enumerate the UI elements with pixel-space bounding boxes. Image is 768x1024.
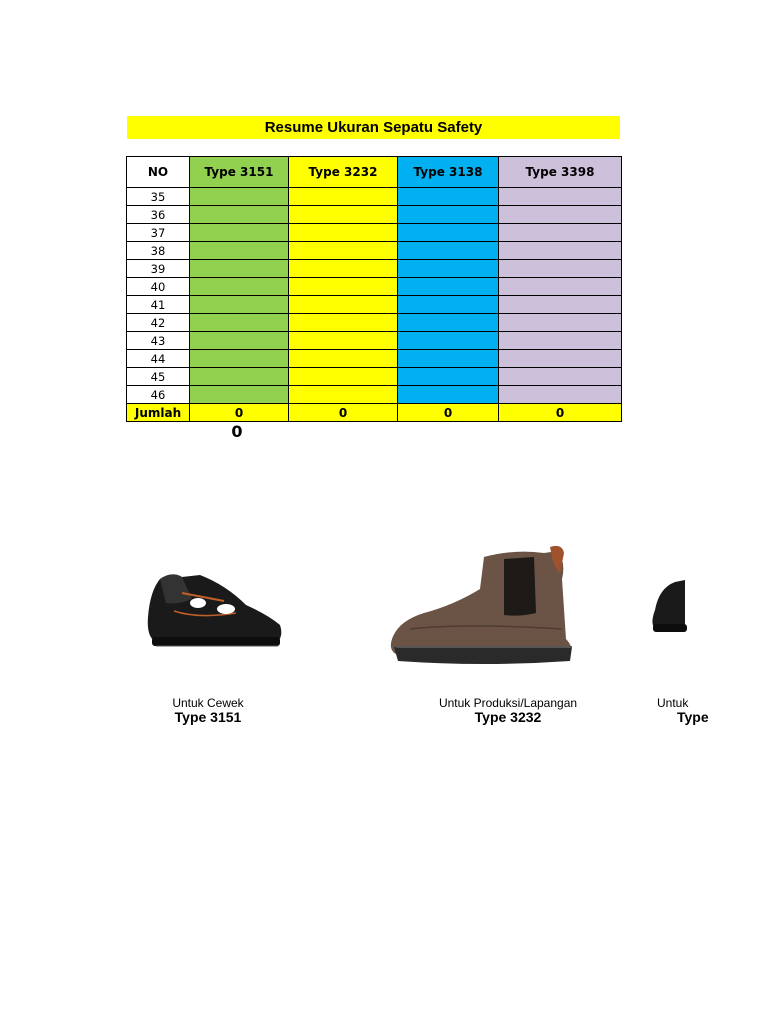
sheet-title: Resume Ukuran Sepatu Safety <box>127 116 620 139</box>
total-type-3398[interactable]: 0 <box>499 404 622 422</box>
size-cell[interactable]: 38 <box>127 242 190 260</box>
total-type-3138[interactable]: 0 <box>398 404 499 422</box>
shoe-3151-image <box>138 545 284 670</box>
size-cell[interactable]: 36 <box>127 206 190 224</box>
size-cell[interactable]: 42 <box>127 314 190 332</box>
header-type-3232: Type 3232 <box>289 157 398 188</box>
product-caption-3151: Untuk Cewek <box>172 696 244 710</box>
shoe-3232-image <box>384 543 582 670</box>
product-caption-3138: Untuk <box>657 696 689 710</box>
size-cell[interactable]: 46 <box>127 386 190 404</box>
size-cell[interactable]: 37 <box>127 224 190 242</box>
size-cell[interactable]: 40 <box>127 278 190 296</box>
total-type-3151[interactable]: 0 <box>190 404 289 422</box>
product-type-3232: Type 3232 <box>474 709 542 725</box>
shoe-3138-image <box>645 560 685 640</box>
size-cell[interactable]: 39 <box>127 260 190 278</box>
total-label[interactable]: Jumlah <box>127 404 190 422</box>
product-type-3138: Type <box>677 709 709 725</box>
grand-total[interactable]: 0 <box>231 422 243 441</box>
size-cell[interactable]: 35 <box>127 188 190 206</box>
size-cell[interactable]: 44 <box>127 350 190 368</box>
header-no: NO <box>127 157 190 188</box>
product-caption-3232: Untuk Produksi/Lapangan <box>438 696 578 710</box>
product-type-3151: Type 3151 <box>174 709 242 725</box>
header-type-3138: Type 3138 <box>398 157 499 188</box>
size-cell[interactable]: 45 <box>127 368 190 386</box>
size-cell[interactable]: 41 <box>127 296 190 314</box>
size-cell[interactable]: 43 <box>127 332 190 350</box>
header-type-3151: Type 3151 <box>190 157 289 188</box>
header-type-3398: Type 3398 <box>499 157 622 188</box>
total-type-3232[interactable]: 0 <box>289 404 398 422</box>
